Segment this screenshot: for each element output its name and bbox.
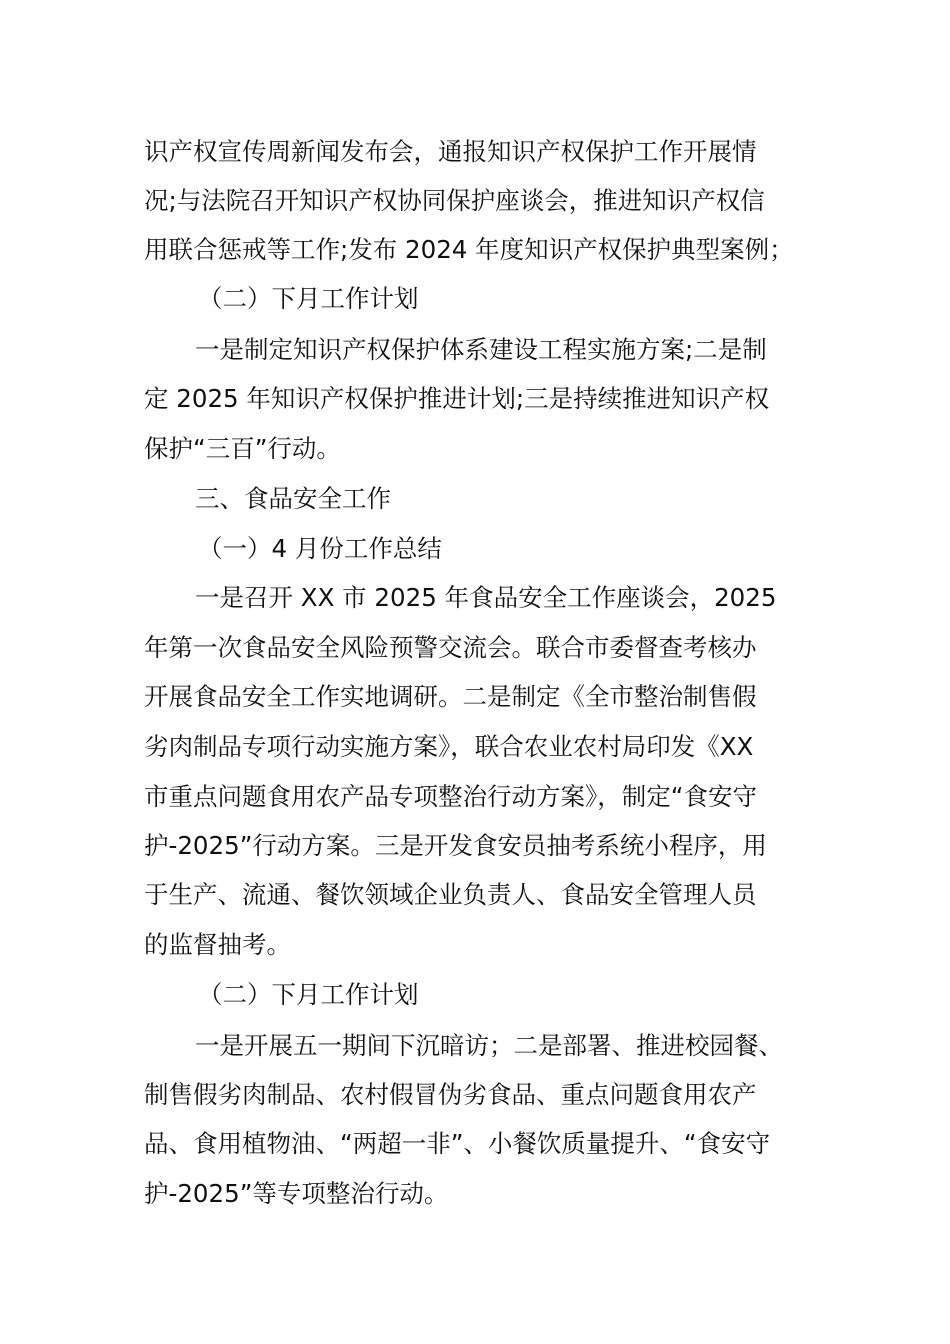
- section-heading-april-summary: （一）4 月份工作总结: [198, 534, 442, 563]
- text-line-15: 护-2025”行动方案。三是开发食安员抽考系统小程序，用: [144, 831, 767, 860]
- section-heading-next-month-plan-2: （二）下月工作计划: [198, 980, 419, 1009]
- text-line-20: 制售假劣肉制品、农村假冒伪劣食品、重点问题食用农产: [144, 1080, 757, 1109]
- text-line-12: 开展食品安全工作实地调研。二是制定《全市整治制售假: [144, 682, 757, 711]
- text-line-1: 识产权宣传周新闻发布会，通报知识产权保护工作开展情: [144, 137, 757, 166]
- text-line-10: 一是召开 XX 市 2025 年食品安全工作座谈会，2025: [195, 583, 777, 612]
- text-line-13: 劣肉制品专项行动实施方案》，联合农业农村局印发《XX: [144, 732, 754, 761]
- section-heading-food-safety: 三、食品安全工作: [195, 484, 391, 513]
- section-heading-next-month-plan: （二）下月工作计划: [198, 284, 419, 313]
- text-line-7: 保护“三百”行动。: [144, 434, 341, 463]
- text-line-22: 护-2025”等专项整治行动。: [144, 1179, 449, 1208]
- text-line-11: 年第一次食品安全风险预警交流会。联合市委督查考核办: [144, 633, 757, 662]
- text-line-21: 品、食用植物油、“两超一非”、小餐饮质量提升、“食安守: [144, 1129, 771, 1158]
- text-line-6: 定 2025 年知识产权保护推进计划;三是持续推进知识产权: [144, 384, 770, 413]
- text-line-17: 的监督抽考。: [144, 930, 291, 959]
- text-line-16: 于生产、流通、餐饮领域企业负责人、食品安全管理人员: [144, 880, 757, 909]
- text-line-14: 市重点问题食用农产品专项整治行动方案》，制定“食安守: [144, 782, 757, 811]
- text-line-5: 一是制定知识产权保护体系建设工程实施方案;二是制: [195, 335, 767, 364]
- text-line-3: 用联合惩戒等工作;发布 2024 年度知识产权保护典型案例；: [144, 235, 794, 264]
- text-line-19: 一是开展五一期间下沉暗访；二是部署、推进校园餐、: [195, 1031, 783, 1060]
- text-line-2: 况;与法院召开知识产权协同保护座谈会，推进知识产权信: [144, 186, 765, 215]
